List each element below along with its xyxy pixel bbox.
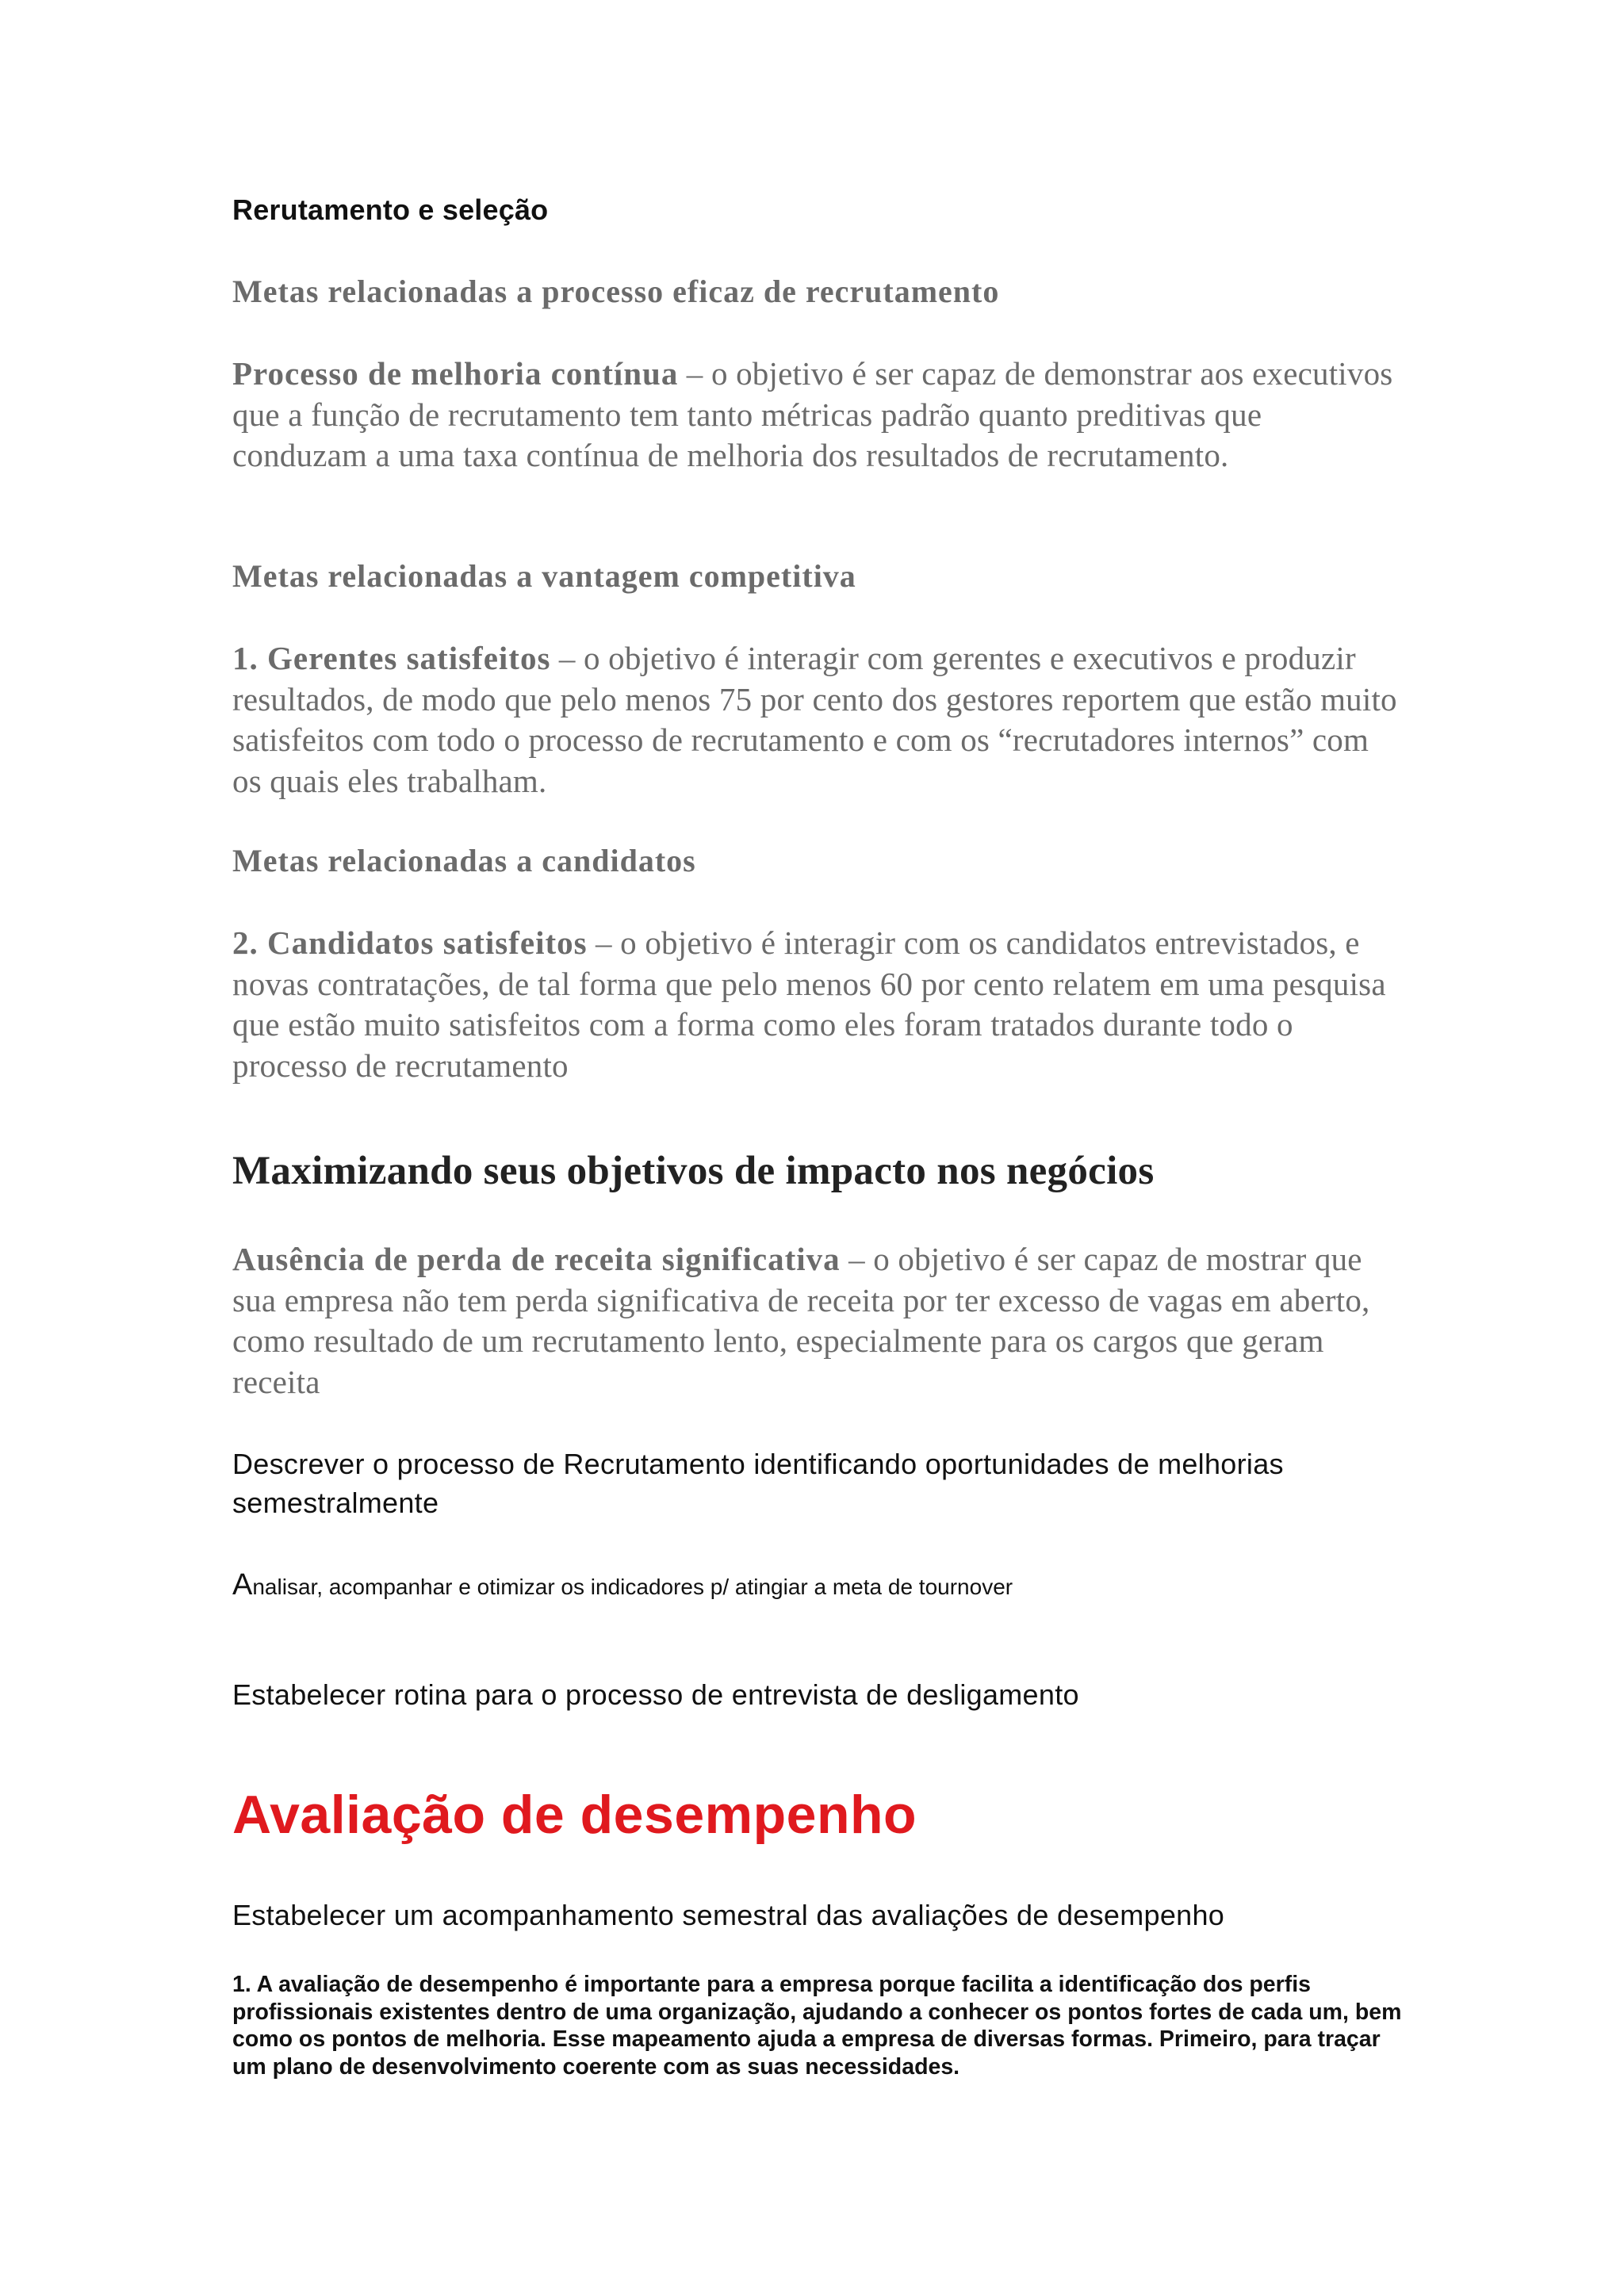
analyze-rest: nalisar, acompanhar e otimizar os indicadores p/ atingiar a meta de tournover (252, 1575, 1013, 1599)
describe-process-text: Descrever o processo de Recrutamento identificando oportunidades de melhorias semestralmente (232, 1448, 1284, 1519)
performance-heading: Avaliação de desempenho (232, 1785, 917, 1845)
analyze-first-letter: A (232, 1568, 253, 1601)
revenue-loss-paragraph (232, 1239, 1398, 1402)
competitive-goals-heading: Metas relacionadas a vantagem competitiva (232, 558, 856, 594)
satisfied-managers-text: – o objetivo é interagir com gerentes e executivos e produzir resultados, de modo que pelo menos 75 por cento dos gestores reportem que estão muito satisfeitos com todo o processo de recrutamento e com os “recrutadores internos” com os quais eles trabalham. (232, 640, 1397, 799)
satisfied-managers-paragraph (232, 638, 1398, 802)
exit-interview-text: Estabelecer rotina para o processo de entrevista de desligamento (232, 1678, 1079, 1711)
candidate-goals-heading: Metas relacionadas a candidatos (232, 843, 696, 878)
satisfied-managers-lead: 1. Gerentes satisfeitos (232, 640, 551, 676)
continuous-improvement-lead: Processo de melhoria contínua (232, 355, 679, 392)
continuous-improvement-paragraph (232, 354, 1398, 476)
business-impact-heading: Maximizando seus objetivos de impacto nos negócios (232, 1149, 1155, 1193)
performance-followup-text: Estabelecer um acompanhamento semestral das avaliações de desempenho (232, 1899, 1225, 1931)
satisfied-candidates-paragraph (232, 923, 1398, 1086)
performance-paragraph: 1. A avaliação de desempenho é importante para a empresa porque facilita a identificação dos perfis profissionais existentes dentro de uma organização, ajudando a conhecer os pontos fortes de cada um, bem como os pontos de melhoria. Esse mapeamento ajuda a empresa de diversas formas. Primeiro, para traçar um plano de desenvolvimento coerente com as suas necessidades. (232, 1972, 1402, 2080)
continuous-improvement-text: – o objetivo é ser capaz de demonstrar aos executivos que a função de recrutamento tem tanto métricas padrão quanto preditivas que conduzam a uma taxa contínua de melhoria dos resultados de recrutamento. (232, 355, 1393, 473)
section-title: Rerutamento e seleção (232, 193, 549, 226)
revenue-loss-text: – o objetivo é ser capaz de mostrar que sua empresa não tem perda significativa de receita por ter excesso de vagas em aberto, como resultado de um recrutamento lento, especialmente para os cargos que geram receita (232, 1241, 1370, 1400)
analyze-indicators-text (232, 1568, 1013, 1602)
satisfied-candidates-text: – o objetivo é interagir com os candidatos entrevistados, e novas contratações, de tal forma que pelo menos 60 por cento relatem em uma pesquisa que estão muito satisfeitos com a forma como eles foram tratados durante todo o processo de recrutamento (232, 924, 1386, 1084)
satisfied-candidates-lead: 2. Candidatos satisfeitos (232, 924, 588, 961)
revenue-loss-lead: Ausência de perda de receita significativa (232, 1241, 841, 1277)
recruitment-goals-heading: Metas relacionadas a processo eficaz de recrutamento (232, 274, 1000, 309)
